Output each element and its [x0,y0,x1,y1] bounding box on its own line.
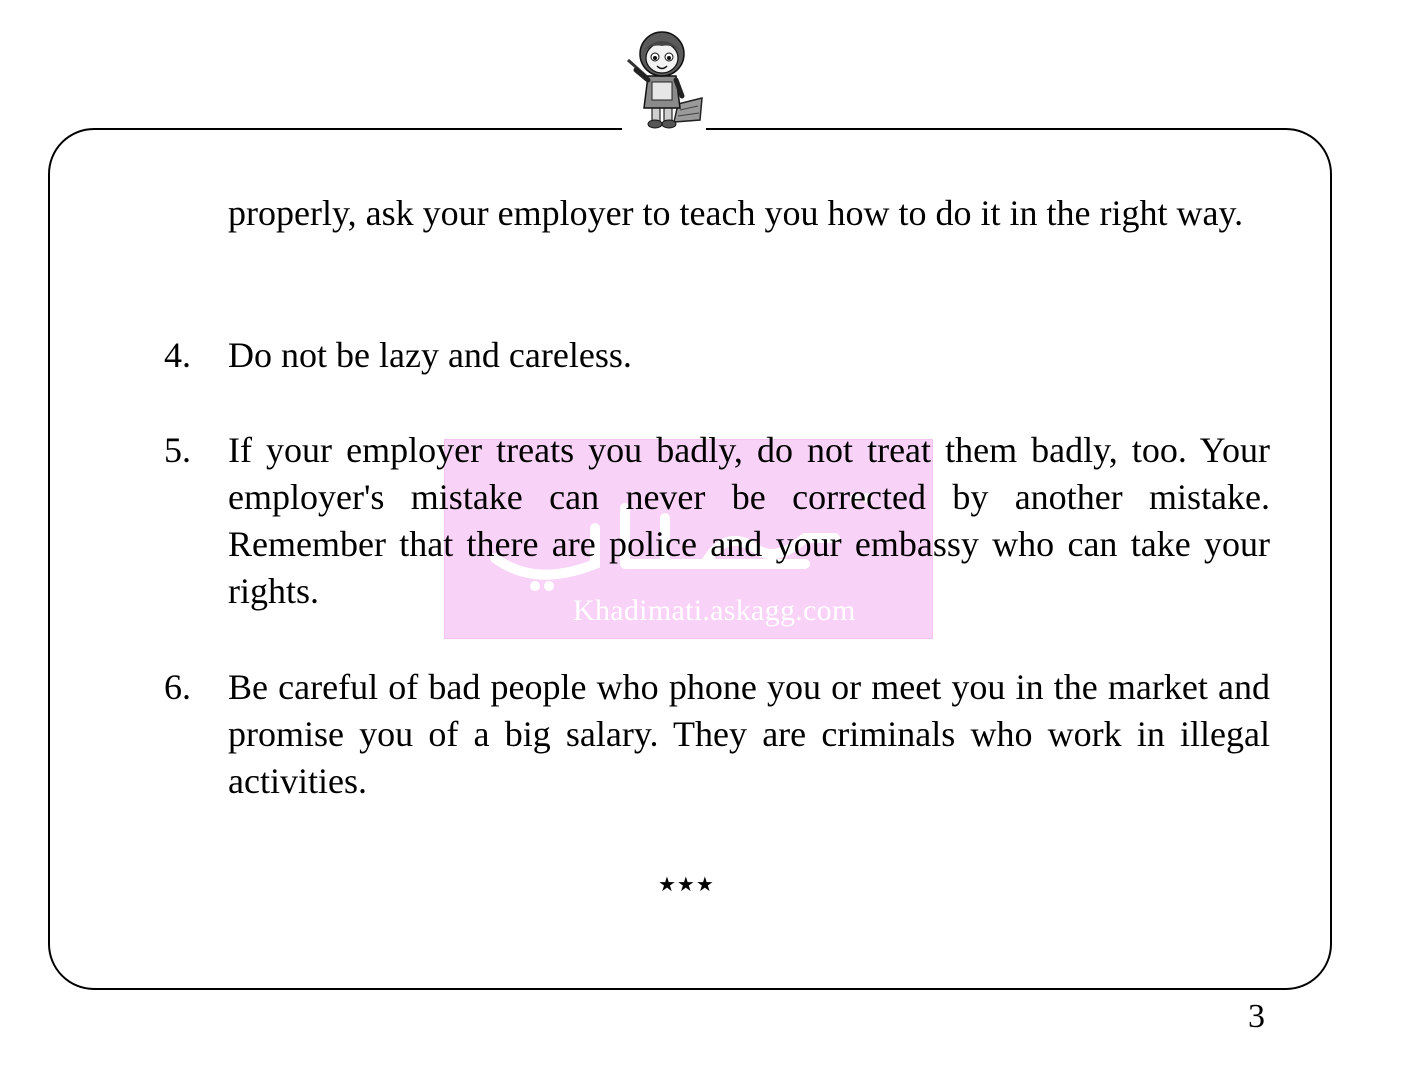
list-item-number: 5. [164,430,191,470]
continued-paragraph: properly, ask your employer to teach you how to do it in the right way. [228,193,1244,233]
list-item-number: 4. [164,335,191,375]
list-item-number: 6. [164,667,191,707]
maid-mascot-illustration [622,30,706,130]
watermark-text: Khadimati.askagg.com [573,594,856,627]
list-item-text: Be careful of bad people who phone you or meet you in the market and promise you of a big salary. They are criminals who work in illegal activities. [228,667,1270,801]
section-separator: ★★★ [658,872,715,896]
list-item-text: Do not be lazy and careless. [228,335,632,375]
page-number: 3 [1248,998,1265,1035]
list-item-text: If your employer treats you badly, do not treat them badly, too. Your employer's mistake can never be corrected by another mistake. Remember that there are police and your embassy who can take your rights. [228,430,1270,611]
